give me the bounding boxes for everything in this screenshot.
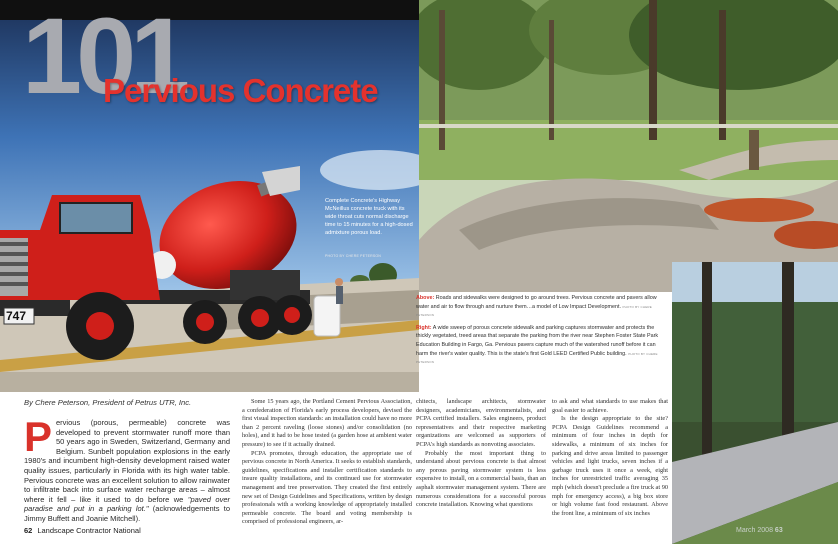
- footer-page-number-right: 63: [774, 527, 783, 534]
- truck-photo-caption: Complete Concrete's Highway McNeillus concrete truck with its wide throat cuts normal discharge time to 15 minutes for a high-dosed admixture porous load.: [325, 198, 413, 236]
- byline: By Chere Peterson, President of Petrus UTR, Inc.: [24, 398, 192, 407]
- footer-date: March 2008: [736, 527, 773, 534]
- caption-above: [416, 294, 668, 320]
- caption-above-credit: PHOTO BY CHERE PETERSON: [416, 304, 652, 318]
- footer-publication: Landscape Contractor National: [37, 526, 141, 535]
- dropcap: P: [24, 413, 53, 460]
- column3-paragraph: Probably the most important thing to understand about pervious concrete is that almost any porous paving stormwater system is less expensive to install, on a commercial basis, than an asphalt stormwater management system. There are numerous considerations for a successful porous concrete installation. Knowing what questions: [416, 449, 546, 509]
- caption-right-text: A wide sweep of porous concrete sidewalk and parking captures stormwater and protects the thickly vegetated, treed areas that separate the parking from the river near Stephen Foster State Park Education Building in Fargo, Ga. Pervious pavers capture much of the watershed runoff before it can harm the river's water quality. This is the state's first Gold LEED Certified Public building.: [416, 324, 659, 357]
- lead-quote: "paved over paradise and put in a parking lot.": [24, 494, 231, 514]
- footer-right: [736, 527, 783, 534]
- lead-paragraph: [24, 413, 231, 524]
- lead-text: ervious (porous, permeable) concrete was developed to prevent stormwater runoff more than 50 years ago in Sweden, Switzerland, Germany and Belgium. Sunbelt population explosions in the early 1980's and incumbent high-density development raised water quality issues, particularly in Florida with its high water table. Pervious concrete was an excellent solution to allow rainwater to infiltrate back into surface water recharge areas – almost where it fell – like it used to do before we: [24, 418, 230, 504]
- license-plate: 747: [6, 309, 27, 323]
- title-number: 101: [22, 0, 185, 116]
- truck-photo: [0, 0, 419, 392]
- road-photo: [672, 262, 838, 544]
- article-column-4: [552, 398, 668, 518]
- column2-paragraph: PCPA promotes, through education, the appropriate use of pervious concrete in North America. It seeks to establish standards, guidelines, specifications and installer certification standards to insure quality installations, and its continued use for stormwater management and tree preservation. They created the first entirely new set of Design Guidelines and Specifications, written by design professionals with a working knowledge of appropriately installed permeable concrete. The board and voting membership is comprised of professional engineers, ar-: [242, 449, 412, 526]
- caption-above-label: Above:: [416, 295, 435, 301]
- article-column-2: [242, 398, 412, 527]
- caption-right-credit: PHOTO BY CHERE PETERSON: [416, 351, 658, 365]
- caption-right: [416, 324, 668, 367]
- caption-above-text: Roads and sidewalks were designed to go around trees. Pervious concrete and pavers allow water and air to flow through and nurture them…a model of Low Impact Development.: [416, 295, 657, 310]
- photo-captions: [416, 294, 668, 371]
- column4-paragraph: Is the design appropriate to the site? PCPA Design Guidelines recommend a minimum of four inches in depth for sidewalks, a minimum of six inches for parking and drive areas limited to passenger vehicles and light trucks, seven inches if a garbage truck uses it once a week, eight inches for unrestricted traffic averaging 35 mph (which doesn't preclude a fire truck at 90 mph for emergency access), a big box store or high volume fast food restaurant. Above the front line, a minimum of six inches: [552, 415, 668, 517]
- footer-left: [24, 526, 141, 535]
- footer-page-number-left: 62: [24, 526, 33, 535]
- page-title: Pervious Concrete: [103, 72, 378, 109]
- park-photo: [419, 0, 838, 292]
- road-illustration: [672, 262, 838, 544]
- caption-right-label: Right:: [416, 324, 432, 331]
- column3-paragraph: chitects, landscape architects, stormwater designers, academicians, environmentalists, and PCPA certified installers. Sales engineers, product representatives and their respective marketing organizations are welcomed as supporters of PCPA's high standards as nonvoting associates.: [416, 398, 546, 448]
- column2-paragraph: Some 15 years ago, the Portland Cement Pervious Association, a confederation of Florida's early process developers, devised the first visual inspection standards: an installation could have no more than 2 percent raveling (loose stones) and/or consolidation (no holes), and it had to be hose tested (a garden hose at ambient water pressure) to see if it actually drained.: [242, 398, 412, 448]
- truck-photo-credit: PHOTO BY CHERE PETERSON: [325, 254, 382, 258]
- article-column-3: [416, 398, 546, 510]
- column4-paragraph: to ask and what standards to use makes that goal easier to achieve.: [552, 398, 668, 414]
- lead-credits: (acknowledgements to Jimmy Buffett and Joanie Mitchell).: [24, 504, 230, 523]
- park-illustration: [419, 0, 838, 292]
